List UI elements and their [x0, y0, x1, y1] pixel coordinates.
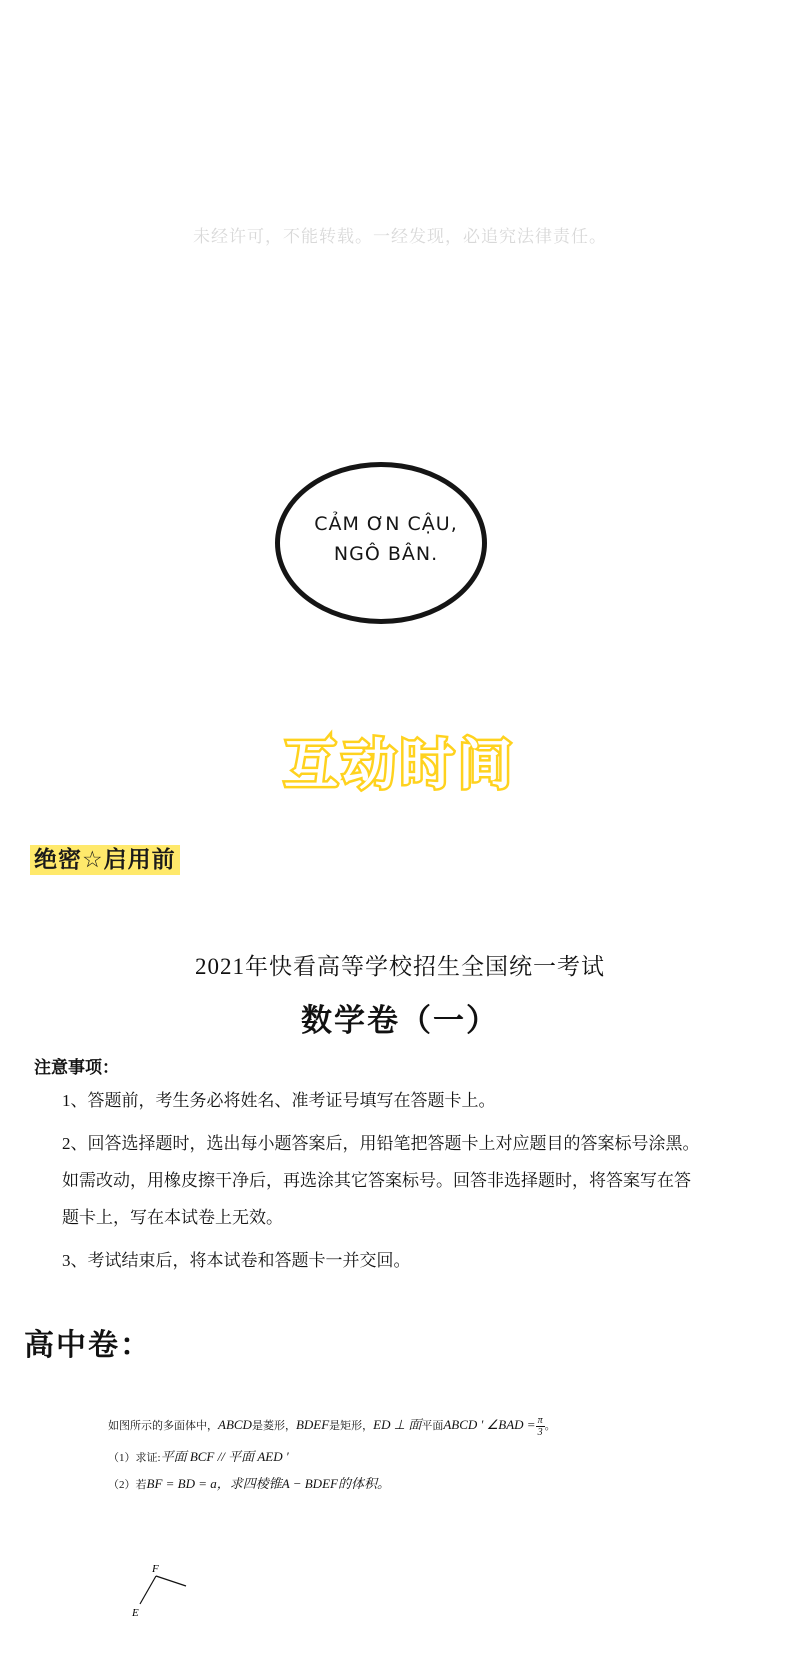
- stem-part-1: 如图所示的多面体中，: [108, 1420, 218, 1433]
- stem-math-2: BDEF: [295, 1417, 330, 1433]
- geometry-figure-svg: [130, 1560, 250, 1660]
- speech-bubble: [275, 462, 487, 624]
- stem-math-4: ABCD ′ ∠BAD =: [443, 1417, 536, 1433]
- notice-label: 注意事项：: [34, 1058, 119, 1077]
- notice-list: [62, 1082, 702, 1285]
- stem-end: 。: [544, 1420, 556, 1433]
- watermark-text: 未经许可，不能转载。一经发现，必追究法律责任。: [193, 227, 607, 246]
- figure-label-e: E: [132, 1607, 139, 1619]
- sub-question-2-number: （2）: [108, 1479, 136, 1491]
- sub-question-1-number: （1）: [108, 1452, 136, 1464]
- interaction-time-banner: 互动时间: [284, 733, 516, 796]
- list-item: 1、答题前，考生务必将姓名、准考证号填写在答题卡上。: [62, 1091, 496, 1110]
- geometry-figure: [130, 1560, 250, 1660]
- stem-part-4: 平面: [421, 1420, 444, 1433]
- problem-stem: [108, 1415, 728, 1438]
- stem-part-3: 是矩形，: [329, 1420, 374, 1433]
- section-title: 高中卷：: [24, 1329, 152, 1362]
- sub-question-2-text: BF = BD = a，求四棱锥A − BDEF的体积。: [146, 1476, 390, 1491]
- stem-part-2: 是菱形，: [251, 1420, 296, 1433]
- sub-question-2: [108, 1475, 728, 1494]
- sub-question-2-label: 若: [135, 1479, 147, 1491]
- sub-question-1: [108, 1448, 728, 1467]
- star-icon: ☆: [82, 847, 104, 873]
- list-item: 3、考试结束后，将本试卷和答题卡一并交回。: [62, 1251, 411, 1270]
- fraction-denominator: 3: [537, 1427, 543, 1438]
- stem-math-3: ED ⊥ 面: [373, 1417, 422, 1433]
- stem-math-1: ABCD: [218, 1417, 252, 1433]
- sub-question-1-label: 求证:: [135, 1452, 161, 1464]
- exam-header: 2021年快看高等学校招生全国统一考试: [195, 954, 605, 979]
- page-title: 数学卷（一）: [301, 1003, 499, 1038]
- speech-bubble-text: [280, 509, 492, 569]
- figure-label-f: F: [152, 1563, 159, 1575]
- status-badge: [30, 845, 180, 875]
- speech-line-1: CẢM ƠN CẬU,: [314, 513, 458, 535]
- problem-block: [108, 1415, 728, 1502]
- badge-suffix: 启用前: [103, 847, 176, 873]
- sub-question-1-text: 平面 BCF // 平面 AED ′: [160, 1449, 289, 1464]
- speech-line-2: NGÔ BÂN.: [333, 543, 439, 565]
- fraction-numerator: π: [537, 1415, 543, 1426]
- badge-prefix: 绝密: [34, 847, 82, 873]
- fraction: [536, 1415, 545, 1438]
- list-item: 2、回答选择题时，选出每小题答案后，用铅笔把答题卡上对应题目的答案标号涂黑。如需改动，用橡皮擦干净后，再选涂其它答案标号。回答非选择题时，将答案写在答题卡上，写在本试卷上无效。: [62, 1134, 700, 1227]
